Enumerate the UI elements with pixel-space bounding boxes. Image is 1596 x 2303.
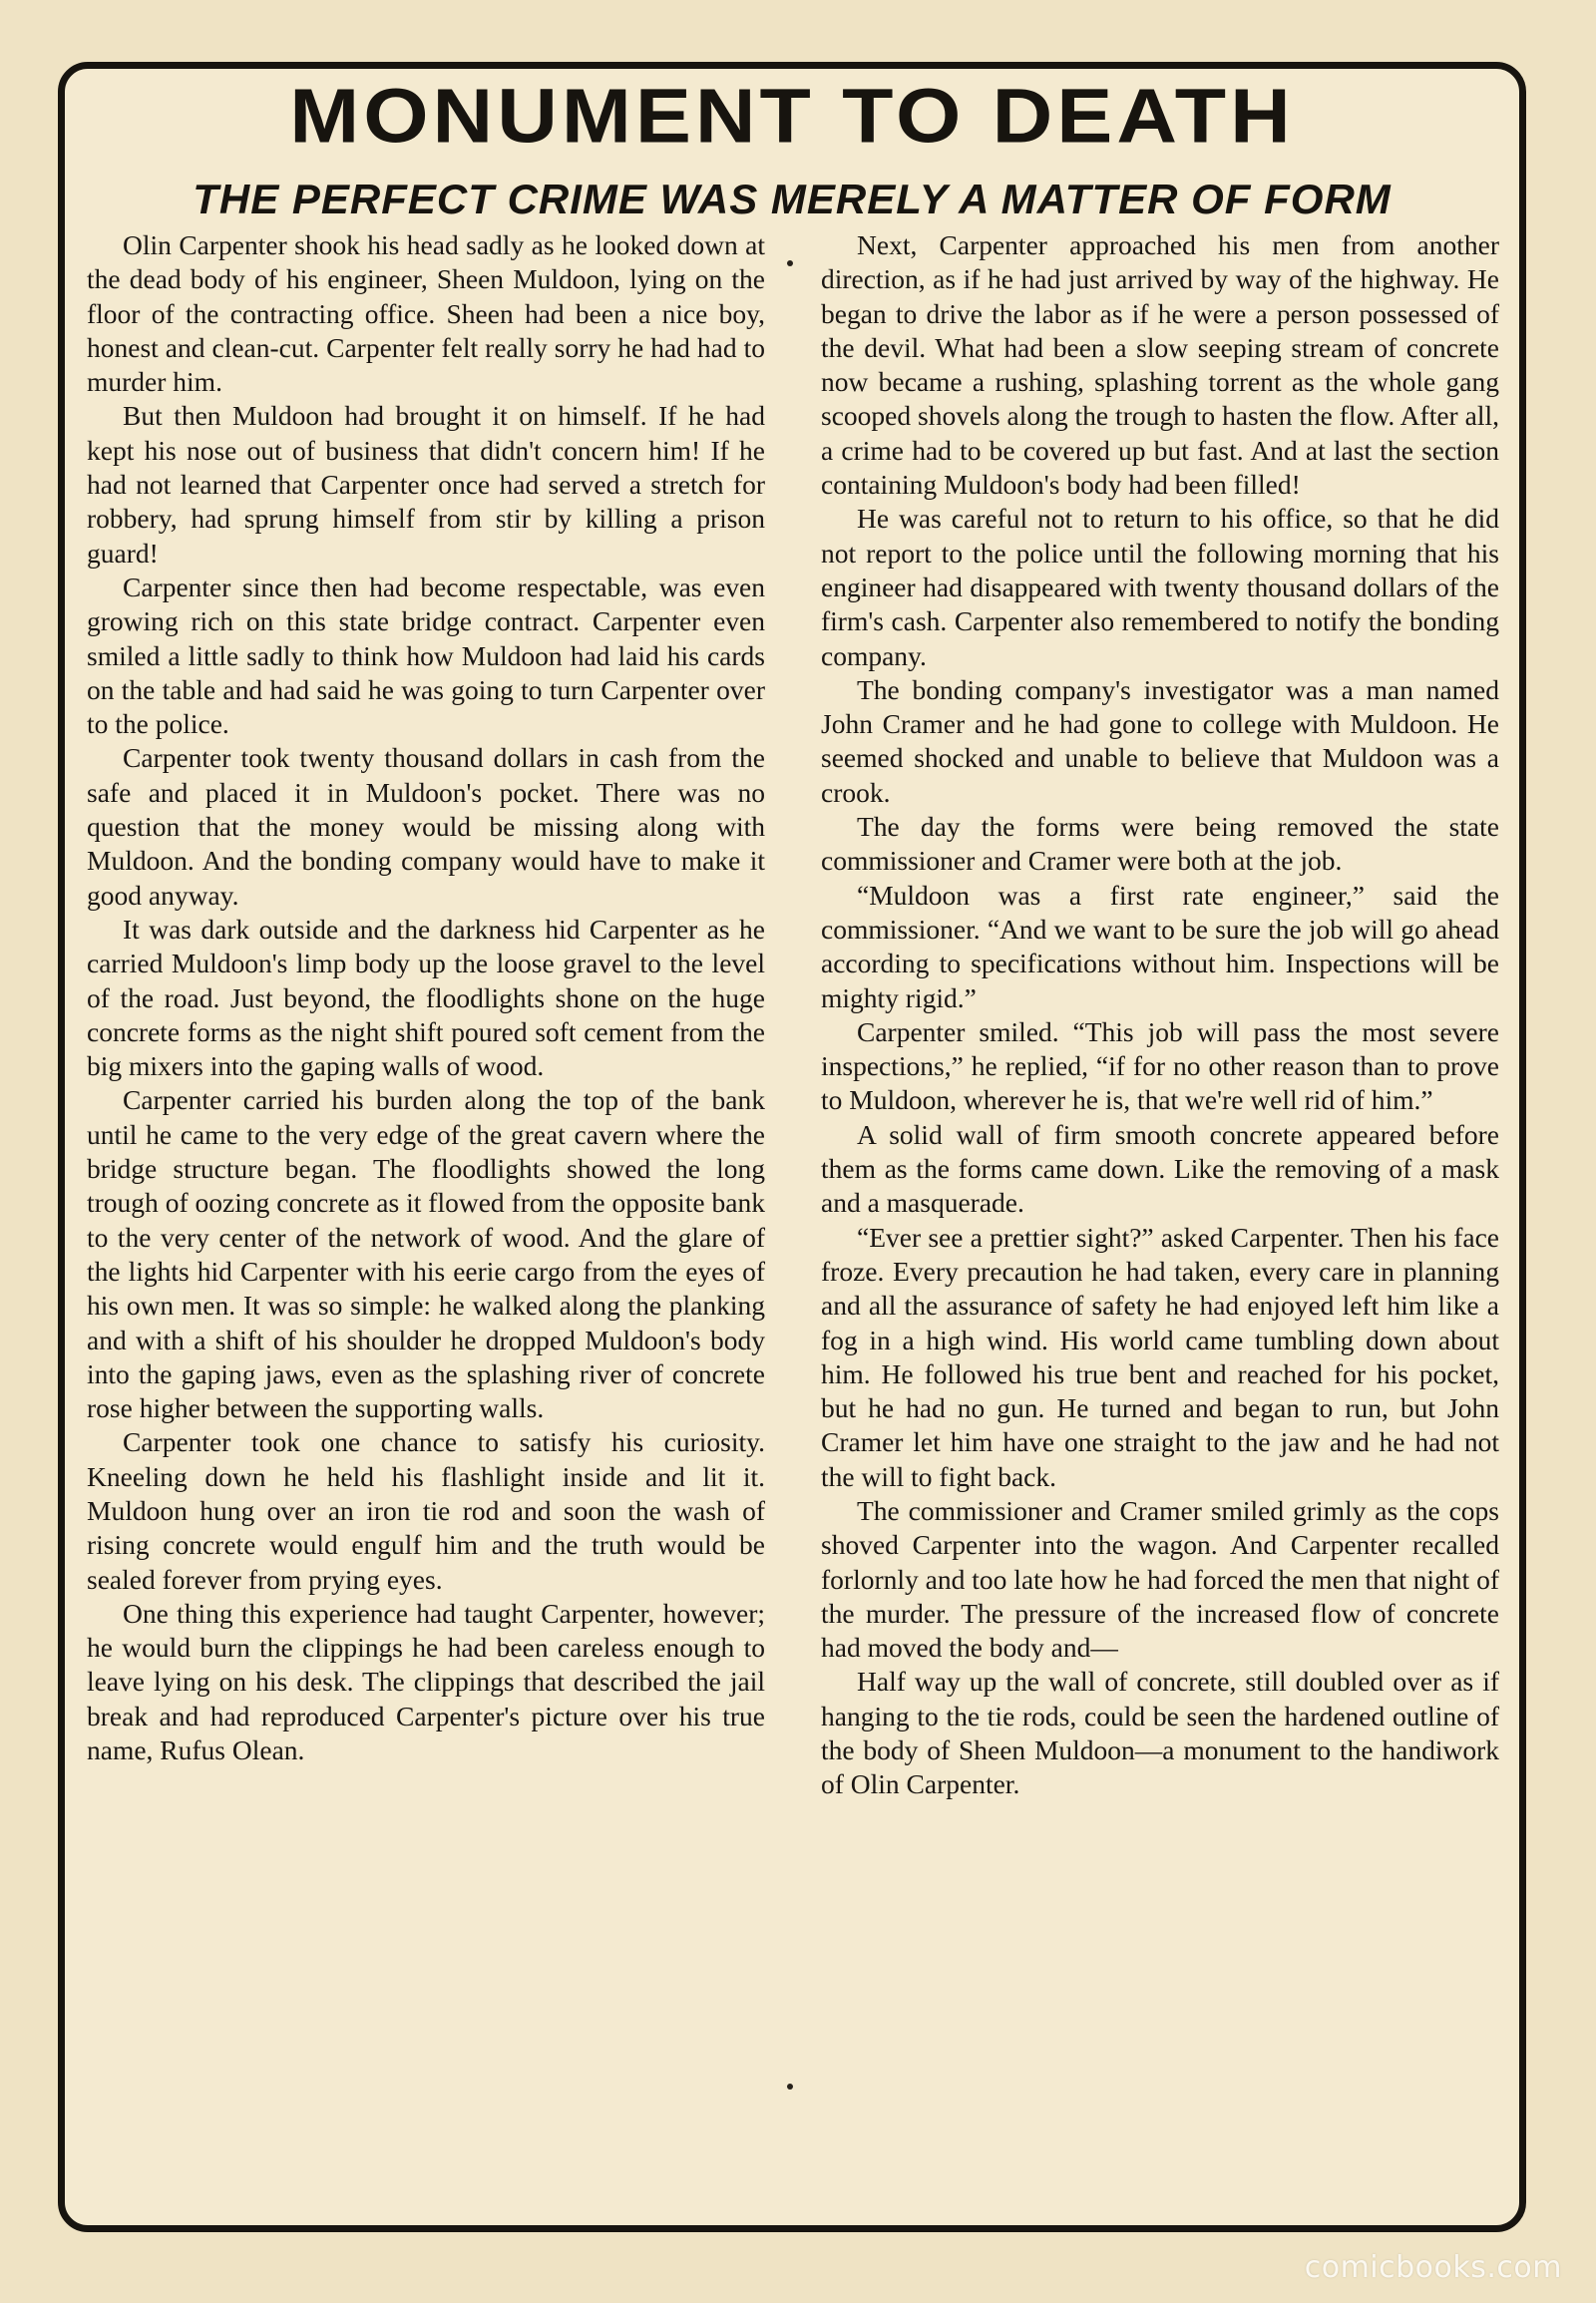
paragraph: “Ever see a prettier sight?” asked Carpenter. Then his face froze. Every precaution he had taken, every care in planning and all the assurance of safety he had enjoyed left him like a fog in a high wind. His world came tumbling down about him. He followed his true bent and reached for his pocket, but he had no gun. He turned and began to run, but John Cramer let him have one straight to the jaw and he had not the will to fight back. [821,1221,1499,1492]
paragraph: Olin Carpenter shook his head sadly as he looked down at the dead body of his engineer, Sheen Muldoon, lying on the floor of the contracting office. Sheen had been a nice boy, honest and clean-cut. Carpenter felt really sorry he had had to murder him. [87,229,765,398]
paragraph: The day the forms were being removed the state commissioner and Cramer were both at the job. [821,811,1499,877]
ink-dot-decoration [787,260,793,266]
paragraph: The commissioner and Cramer smiled grimly as the cops shoved Carpenter into the wagon. And Carpenter recalled forlornly and too late how he had forced the men that night of the murder. The pressure of the increased flow of concrete had moved the body and— [821,1494,1499,1664]
paragraph: Carpenter took twenty thousand dollars in cash from the safe and placed it in Muldoon's pocket. There was no question that the money would be missing along with Muldoon. And the bonding company would have to make it good anyway. [87,742,765,911]
paragraph: “Muldoon was a first rate engineer,” said the commissioner. “And we want to be sure the job will go ahead according to specifications without him. Inspections will be mighty rigid.” [821,879,1499,1013]
paragraph: Next, Carpenter approached his men from another direction, as if he had just arrived by way of the highway. He began to drive the labor as if he were a person possessed of the devil. What had been a slow seeping stream of concrete now became a rushing, splashing torrent as the whole gang scooped shovels along the trough to hasten the flow. After all, a crime had to be covered up but fast. And at last the section containing Muldoon's body had been filled! [821,229,1499,501]
paragraph: Carpenter smiled. “This job will pass the most severe inspections,” he replied, “if for no other reason than to prove to Muldoon, wherever he is, that we're well rid of him.” [821,1015,1499,1116]
paragraph: Half way up the wall of concrete, still doubled over as if hanging to the tie rods, could be seen the hardened outline of the body of Sheen Muldoon—a monument to the handiwork of Olin Carpenter. [821,1666,1499,1800]
story-title: MONUMENT TO DEATH [289,72,1295,159]
paragraph: The bonding company's investigator was a man named John Cramer and he had gone to college with Muldoon. He seemed shocked and unable to believe that Muldoon was a crook. [821,673,1499,808]
right-text-column [821,228,1499,1802]
paragraph: He was careful not to return to his office, so that he did not report to the police until the following morning that his engineer had disappeared with twenty thousand dollars of the firm's cash. Carpenter also remembered to notify the bonding company. [821,503,1499,671]
paragraph: Carpenter carried his burden along the top of the bank until he came to the very edge of the great cavern where the bridge structure began. The floodlights showed the long trough of oozing concrete as it flowed from the opposite bank to the very center of the network of wood. And the glare of the lights hid Carpenter with his eerie cargo from the eyes of his own men. It was so simple: he walked along the planking and with a shift of his shoulder he dropped Muldoon's body into the gaping jaws, even as the splashing river of concrete rose higher between the supporting walls. [87,1084,765,1424]
paragraph: Carpenter took one chance to satisfy his curiosity. Kneeling down he held his flashlight inside and lit it. Muldoon hung over an iron tie rod and soon the wash of rising concrete would engulf him and the truth would be sealed forever from prying eyes. [87,1426,765,1595]
story-subtitle: THE PERFECT CRIME WAS MERELY A MATTER OF FORM [193,176,1392,222]
paragraph: One thing this experience had taught Carpenter, however; he would burn the clippings he had been careless enough to leave lying on his desk. The clippings that described the jail break and had reproduced Carpenter's picture over his true name, Rufus Olean. [87,1597,765,1766]
left-text-column [87,228,765,1767]
ink-dot-decoration [787,2084,793,2090]
paragraph: Carpenter since then had become respectable, was even growing rich on this state bridge contract. Carpenter even smiled a little sadly to think how Muldoon had laid his cards on the table and had said he was going to turn Carpenter over to the police. [87,571,765,740]
paragraph: It was dark outside and the darkness hid Carpenter as he carried Muldoon's limp body up the loose gravel to the level of the road. Just beyond, the floodlights shone on the huge concrete forms as the night shift poured soft cement from the big mixers into the gaping walls of wood. [87,913,765,1082]
story-page-frame [58,62,1526,2232]
site-watermark: comicbooks.com [1304,2250,1562,2285]
paragraph: But then Muldoon had brought it on himself. If he had kept his nose out of business that didn't concern him! If he had not learned that Carpenter once had served a stretch for robbery, had sprung himself from stir by killing a prison guard! [87,400,765,569]
paragraph: A solid wall of firm smooth concrete appeared before them as the forms came down. Like the removing of a mask and a masquerade. [821,1118,1499,1219]
